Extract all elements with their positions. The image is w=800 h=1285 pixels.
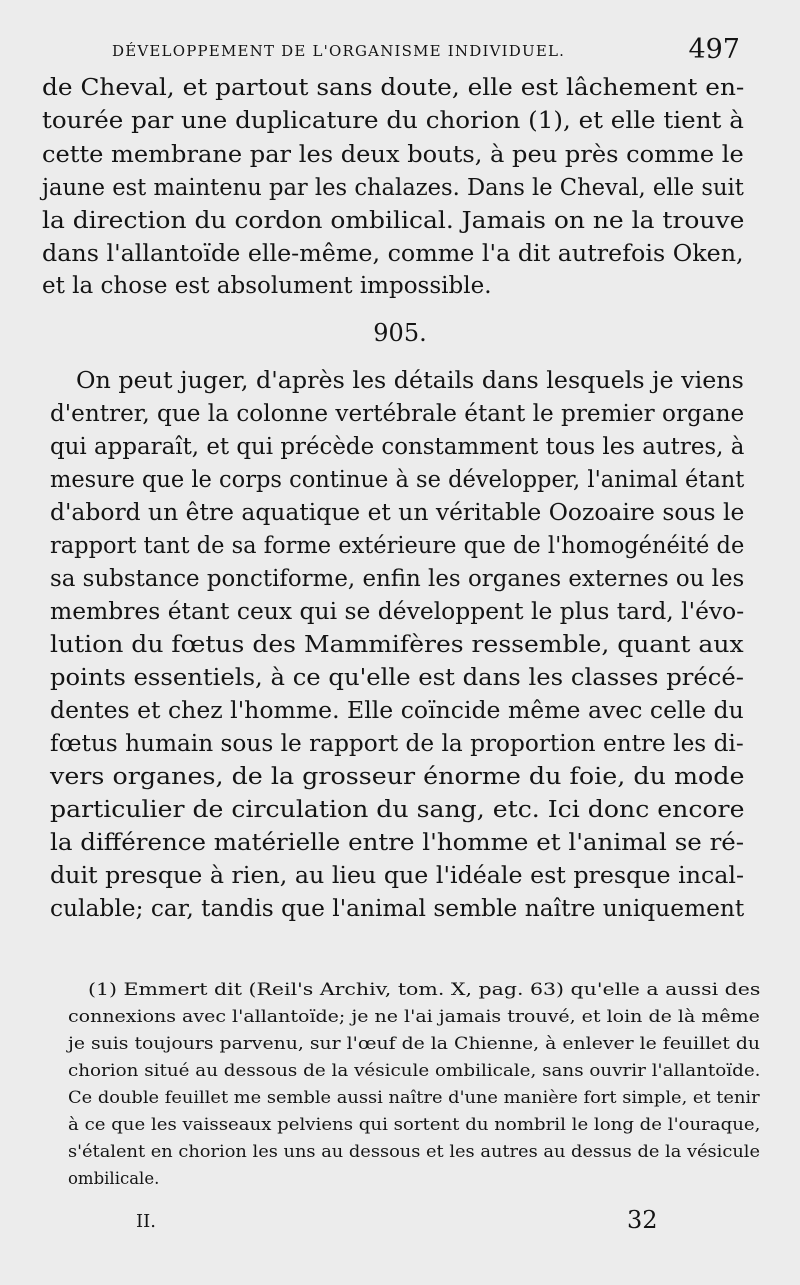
footnote-line: connexions avec l'allantoïde; je ne l'ai jamais trouvé, et loin de là même xyxy=(68,1007,760,1026)
text-line: d'abord un être aquatique et un véritable Oozoaire sous le xyxy=(50,500,745,526)
text-line: points essentiels, à ce qu'elle est dans les classes précé- xyxy=(50,665,744,691)
text-line: dans l'allantoïde elle-même, comme l'a dit autrefois Oken, xyxy=(42,241,744,267)
footnote-line: je suis toujours parvenu, sur l'œuf de la Chienne, à enlever le feuillet du xyxy=(68,1034,761,1053)
signature-mark: 32 xyxy=(627,1206,658,1234)
text-line: et la chose est absolument impossible. xyxy=(42,273,492,299)
volume-number: II. xyxy=(136,1211,156,1232)
text-line: dentes et chez l'homme. Elle coïncide même avec celle du xyxy=(50,698,744,724)
text-line: la direction du cordon ombilical. Jamais on ne la trouve xyxy=(42,208,745,234)
page-number: 497 xyxy=(688,34,740,65)
footnote-line: s'étalent en chorion les uns au dessous et les autres au dessus de la vésicule xyxy=(68,1142,760,1161)
text-line: rapport tant de sa forme extérieure que de l'homogénéité de xyxy=(50,533,745,559)
running-header xyxy=(112,34,740,74)
text-line: qui apparaît, et qui précède constamment tous les autres, à xyxy=(50,434,745,460)
text-line: culable; car, tandis que l'animal semble naître uniquement xyxy=(50,896,745,922)
text-line: fœtus humain sous le rapport de la proportion entre les di- xyxy=(50,731,744,757)
text-line: d'entrer, que la colonne vertébrale étant le premier organe xyxy=(50,401,745,427)
text-line: lution du fœtus des Mammifères ressemble, quant aux xyxy=(50,632,744,658)
text-line: particulier de circulation du sang, etc. Ici donc encore xyxy=(50,797,745,823)
text-line: tourée par une duplicature du chorion (1), et elle tient à xyxy=(42,108,744,134)
text-line: On peut juger, d'après les détails dans lesquels je viens xyxy=(76,368,744,394)
text-line: duit presque à rien, au lieu que l'idéale est presque incal- xyxy=(50,863,745,889)
text-line: de Cheval, et partout sans doute, elle est lâchement en- xyxy=(42,75,745,101)
text-line: cette membrane par les deux bouts, à peu près comme le xyxy=(42,142,744,168)
text-line: sa substance ponctiforme, enfin les organes externes ou les xyxy=(50,566,745,592)
footnote-line: à ce que les vaisseaux pelviens qui sortent du nombril le long de l'ouraque, xyxy=(68,1115,761,1134)
footnote-line: ombilicale. xyxy=(68,1169,160,1188)
text-line: la différence matérielle entre l'homme et l'animal se ré- xyxy=(50,830,745,856)
text-line: vers organes, de la grosseur énorme du foie, du mode xyxy=(50,764,745,790)
footnote-line: chorion situé au dessous de la vésicule ombilicale, sans ouvrir l'allantoïde. xyxy=(68,1061,761,1080)
text-line: jaune est maintenu par les chalazes. Dans le Cheval, elle suit xyxy=(42,175,744,201)
footnote-line: (1) Emmert dit (Reil's Archiv, tom. X, pag. 63) qu'elle a aussi des xyxy=(88,980,761,999)
footnote-line: Ce double feuillet me semble aussi naître d'une manière fort simple, et tenir xyxy=(68,1088,760,1107)
text-line: membres étant ceux qui se développent le plus tard, l'évo- xyxy=(50,599,745,625)
text-line: mesure que le corps continue à se développer, l'animal étant xyxy=(50,467,745,493)
header-title: DÉVELOPPEMENT DE L'ORGANISME INDIVIDUEL. xyxy=(112,42,566,60)
section-number: 905. xyxy=(373,319,427,347)
